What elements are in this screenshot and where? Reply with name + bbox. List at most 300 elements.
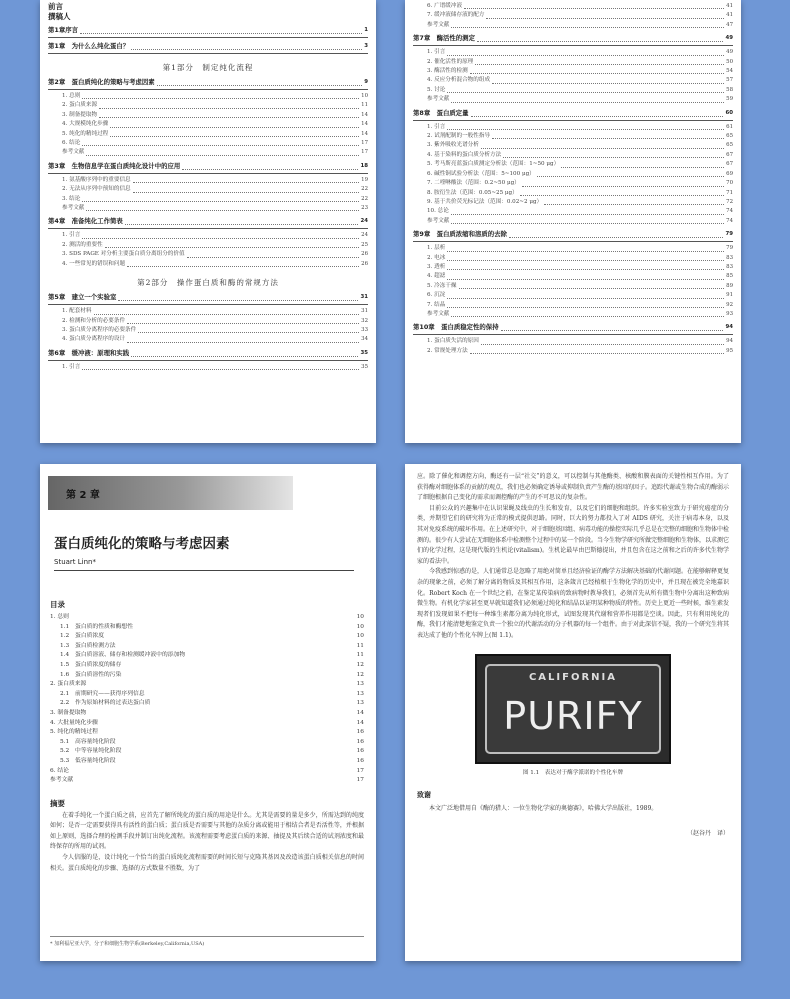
toc-entry-title: 3. 紫外吸收光谱分析 bbox=[427, 142, 479, 149]
leader-dots bbox=[447, 260, 724, 261]
chapter-toc-page-number: 13 bbox=[356, 681, 364, 688]
toc-entry-title: 1. 层析 bbox=[427, 245, 446, 252]
toc-page-number: 35 bbox=[361, 363, 368, 370]
toc-section-entry bbox=[413, 67, 733, 76]
toc-section-entry bbox=[48, 195, 368, 204]
toc-section-entry bbox=[413, 254, 733, 263]
chapter-toc-page-number: 17 bbox=[356, 777, 364, 784]
toc-chapter-entry bbox=[48, 41, 368, 52]
leader-dots bbox=[492, 138, 724, 139]
leader-dots bbox=[82, 98, 359, 99]
leader-dots bbox=[481, 148, 724, 149]
toc-section-entry bbox=[48, 185, 368, 194]
toc-entry-title: 第1章序言 bbox=[48, 26, 79, 34]
toc-section-entry bbox=[413, 310, 733, 319]
toc-page-number: 67 bbox=[726, 161, 733, 168]
chapter-toc-entry-title: 5. 纯化的精纯过程 bbox=[50, 729, 98, 736]
leader-dots bbox=[447, 279, 724, 280]
chapter-rule bbox=[48, 304, 368, 305]
text-page bbox=[405, 464, 741, 961]
toc-page-number: 10 bbox=[361, 93, 368, 99]
toc-page-number: 41 bbox=[726, 3, 733, 9]
toc-entry-title: 1. 总则 bbox=[62, 93, 81, 99]
toc-entry-title: 参考文献 bbox=[427, 21, 450, 28]
chapter-toc-entry bbox=[40, 719, 376, 729]
chapter-rule bbox=[48, 173, 368, 174]
chapter-toc-entry bbox=[40, 623, 376, 633]
leader-dots bbox=[182, 169, 358, 170]
chapter-toc-page-number: 14 bbox=[356, 719, 364, 726]
toc-section-entry bbox=[413, 198, 733, 207]
toc-page-number: 79 bbox=[726, 245, 733, 252]
leader-dots bbox=[447, 251, 724, 252]
toc-page-number: 94 bbox=[725, 324, 733, 331]
toc-page-number: 14 bbox=[361, 130, 368, 137]
chapter-toc-page-number: 13 bbox=[356, 700, 364, 707]
toc-section-entry bbox=[413, 2, 733, 11]
toc-page-number: 60 bbox=[725, 109, 733, 116]
abstract-paragraph: 在着手纯化一个蛋白质之前，应首先了解所纯化的蛋白质的用途是什么。尤其是需要的量是多少，所需达到的纯度如何；是否一定需要获得具有活性的蛋白质；蛋白质是否需要与其他的杂质分离或能用于相结合者是否活性等，并根据如上原则，选择合理的检测手段并制订出纯化流程。该流程需要考虑蛋白质的来源、抽提及其后续合适的试剂浓度和最终保存的所用的试剂。 bbox=[50, 811, 364, 851]
toc-section-entry bbox=[413, 95, 733, 104]
leader-dots bbox=[509, 237, 724, 238]
toc-section-entry bbox=[48, 326, 368, 335]
toc-page-number: 34 bbox=[361, 336, 368, 343]
toc-page-1 bbox=[40, 0, 376, 443]
chapter-toc-entry bbox=[40, 680, 376, 690]
leader-dots bbox=[157, 85, 363, 86]
toc-entry-title: 5. 讨论 bbox=[427, 86, 446, 93]
leader-dots bbox=[447, 298, 724, 299]
toc-section-entry bbox=[413, 301, 733, 310]
toc-page-number: 9 bbox=[364, 79, 368, 85]
leader-dots bbox=[451, 102, 724, 103]
toc-entry-title: 第8章 蛋白质定量 bbox=[413, 108, 469, 117]
toc-entry-title: 4. 一些常见的错误和问题 bbox=[62, 260, 126, 267]
chapter-toc-page-number: 16 bbox=[356, 757, 364, 764]
plate-main-text: PURIFY bbox=[503, 693, 643, 738]
leader-dots bbox=[459, 288, 725, 289]
toc-page-number: 65 bbox=[726, 133, 733, 140]
toc-page-number: 74 bbox=[726, 208, 733, 215]
chapter-toc-entry bbox=[40, 690, 376, 700]
toc-section-entry bbox=[413, 48, 733, 57]
body-paragraph: 应。除了催化和调控方向，酶还有一层“社交”的意义，可以控制与其他酶类、核酸和膜表面的关键性相互作用。为了获得酶对细胞体系的贡献的观点，我们也必须确定诱导或抑制负责产生酶的基因的因子。追踪代谢或生物合成的酶弱示了细胞根据自己变化的需求而调控酶的产生的不可思议的复杂性。 bbox=[417, 473, 730, 502]
toc-section-entry bbox=[48, 335, 368, 344]
toc-chapter-entry bbox=[48, 216, 368, 227]
leader-dots bbox=[477, 41, 724, 42]
chapter-title: 蛋白质纯化的策略与考虑因素 bbox=[54, 536, 230, 552]
toc-page-number: 14 bbox=[361, 121, 368, 128]
toc-section-entry bbox=[413, 160, 733, 169]
toc-page-number: 50 bbox=[726, 58, 733, 65]
leader-dots bbox=[138, 332, 359, 333]
chapter-toc-entry bbox=[40, 757, 376, 767]
leader-dots bbox=[475, 64, 724, 65]
chapter-toc-entry bbox=[40, 613, 376, 623]
toc-section-entry bbox=[413, 58, 733, 67]
toc-entry-title: 第4章 准备纯化工作简表 bbox=[48, 217, 123, 226]
toc-section-entry bbox=[413, 207, 733, 216]
toc-section-entry bbox=[48, 231, 368, 240]
toc-page-number: 22 bbox=[361, 195, 368, 202]
toc-entry-title: 7. 缓冲液储存液的配方 bbox=[427, 12, 485, 19]
toc-page-number: 22 bbox=[361, 186, 368, 193]
toc-entry-title: 7. 结晶 bbox=[427, 301, 446, 308]
leader-dots bbox=[99, 108, 359, 109]
chapter-toc-entry-title: 1.6 蛋白质溶性的污染 bbox=[60, 671, 122, 678]
toc-entry-title: 1. 氨基酸序列中的重要信息 bbox=[62, 176, 131, 183]
toc-page-number: 93 bbox=[726, 310, 733, 317]
leader-dots bbox=[486, 18, 724, 19]
toc-top-item: 撰稿人 bbox=[48, 12, 71, 21]
chapter-toc-entry-title: 5.3 低容量纯化阶段 bbox=[60, 757, 116, 764]
toc-section-entry bbox=[48, 130, 368, 139]
chapter-toc-page-number: 10 bbox=[356, 614, 364, 620]
leader-dots bbox=[481, 344, 724, 345]
toc-page-number: 91 bbox=[726, 292, 733, 299]
chapter-toc-entry-title: 3. 制备提取物 bbox=[50, 709, 87, 716]
toc-page-number: 61 bbox=[726, 123, 733, 130]
leader-dots bbox=[447, 269, 724, 270]
leader-dots bbox=[82, 369, 359, 370]
toc-section-entry bbox=[48, 317, 368, 326]
toc-top-item: 前言 bbox=[48, 2, 63, 11]
footnote: * 加利福尼亚大学，分子和细胞生物学系(Berkeley,California,USA) bbox=[50, 936, 364, 947]
toc-entry-title: 2. 蛋白质来源 bbox=[62, 102, 98, 109]
leader-dots bbox=[86, 155, 359, 156]
leader-dots bbox=[520, 195, 724, 196]
toc-entry-title: 3. 蛋白质分离程序的必要条件 bbox=[62, 326, 137, 333]
toc-section-entry bbox=[413, 217, 733, 226]
toc-section-entry bbox=[413, 11, 733, 20]
leader-dots bbox=[82, 238, 359, 239]
toc-entry-title: 4. 大规模纯化步骤 bbox=[62, 121, 109, 128]
toc-entry-title: 3. 结论 bbox=[62, 195, 81, 202]
toc-page-number: 79 bbox=[725, 231, 733, 238]
toc-section-entry bbox=[48, 241, 368, 250]
leader-dots bbox=[522, 186, 724, 187]
toc-entry-title: 3. SDS PAGE 对分析主要蛋白质分离组分的价值 bbox=[62, 251, 185, 258]
leader-dots bbox=[451, 214, 724, 215]
toc-entry-title: 1. 蛋白质失活的原因 bbox=[427, 338, 479, 345]
toc-page-number: 33 bbox=[361, 326, 368, 333]
toc-page-number: 83 bbox=[726, 254, 733, 261]
toc-page-number: 95 bbox=[726, 347, 733, 354]
toc-page-number: 69 bbox=[726, 170, 733, 177]
acknowledgement-text: 本文广泛地借用自《酶的猎人：一位生物化学家的奥德赛》，哈佛大学出版社，1989。 bbox=[429, 804, 658, 812]
toc-section-entry bbox=[48, 204, 368, 213]
toc-section-entry bbox=[413, 347, 733, 356]
toc-entry-title: 1. 引言 bbox=[62, 232, 81, 239]
toc-page-number: 72 bbox=[726, 198, 733, 205]
chapter-rule bbox=[413, 120, 733, 121]
toc-entry-title: 第10章 蛋白质稳定性的保持 bbox=[413, 323, 499, 332]
leader-dots bbox=[447, 92, 724, 93]
toc-page-number: 32 bbox=[361, 317, 368, 324]
chapter-opening-page bbox=[40, 464, 376, 961]
toc-page-number: 35 bbox=[360, 349, 368, 356]
leader-dots bbox=[503, 157, 724, 158]
toc-entry-title: 2. 电冰 bbox=[427, 254, 446, 261]
chapter-toc-page-number: 10 bbox=[356, 623, 364, 630]
toc-page-number: 11 bbox=[361, 102, 368, 109]
abstract-paragraph: 令人信服的是，设计纯化一个恰当的蛋白质纯化流程需要的时间长短与克隆其基因及改造该蛋白质相关信息的时间相关。蛋白质纯化的步骤、选择的方式数量不胜数，为了 bbox=[50, 854, 364, 872]
chapter-toc-page-number: 16 bbox=[356, 748, 364, 755]
chapter-toc bbox=[40, 613, 376, 786]
toc-section-entry bbox=[48, 260, 368, 269]
abstract-title: 摘要 bbox=[50, 798, 65, 808]
toc-entry-title: 5. 考马斯亮蓝蛋白质测定分析法（范围：1~50 μg） bbox=[427, 161, 560, 168]
part-heading: 第2部分 操作蛋白质和酶的常规方法 bbox=[137, 278, 279, 288]
leader-dots bbox=[127, 342, 359, 343]
toc-entry-title: 2. 试剂配制的一般性指导 bbox=[427, 133, 491, 140]
toc-entry-title: 4. 基于染料的蛋白质分析方法 bbox=[427, 151, 502, 158]
toc-section-entry bbox=[48, 250, 368, 259]
chapter-toc-entry-title: 5.1 高容量纯化阶段 bbox=[60, 738, 116, 745]
chapter-rule bbox=[413, 45, 733, 46]
chapter-author: Stuart Linn* bbox=[54, 558, 354, 571]
chapter-toc-entry bbox=[40, 776, 376, 786]
chapter-toc-entry-title: 1.4 蛋白质溶液、储存和检测缓冲液中的添加物 bbox=[60, 652, 186, 659]
toc-entry-title: 2. 检测和分析的必要条件 bbox=[62, 317, 126, 324]
toc-entry-title: 2. 常规处理方法 bbox=[427, 347, 468, 354]
toc-page-number: 18 bbox=[360, 162, 368, 169]
chapter-toc-entry bbox=[40, 632, 376, 642]
toc-entry-title: 2. 测活的重要性 bbox=[62, 241, 103, 248]
toc-page-number: 26 bbox=[361, 251, 368, 258]
toc-entry-title: 参考文献 bbox=[427, 310, 450, 317]
chapter-toc-entry bbox=[40, 738, 376, 748]
chapter-toc-entry bbox=[40, 661, 376, 671]
toc-section-entry bbox=[413, 189, 733, 198]
toc-entry-title: 6. 结论 bbox=[62, 140, 81, 147]
toc-entry-title: 第5章 建立一个实验室 bbox=[48, 293, 117, 302]
toc-entry-title: 第6章 缓冲液：原理和实践 bbox=[48, 348, 130, 357]
toc-page-number: 70 bbox=[726, 180, 733, 187]
chapter-toc-entry bbox=[40, 642, 376, 652]
leader-dots bbox=[118, 300, 358, 301]
toc-section-entry bbox=[413, 132, 733, 141]
toc-chapter-entry bbox=[413, 108, 733, 119]
toc-page-number: 3 bbox=[364, 43, 368, 49]
toc-page-number: 89 bbox=[726, 282, 733, 289]
leader-dots bbox=[187, 257, 360, 258]
chapter-toc-entry-title: 1.1 蛋白质的性质和酶想性 bbox=[60, 623, 133, 630]
chapter-toc-page-number: 12 bbox=[356, 671, 364, 678]
leader-dots bbox=[80, 33, 362, 34]
chapter-toc-entry-title: 4. 大批量纯化步骤 bbox=[50, 719, 98, 726]
leader-dots bbox=[133, 182, 359, 183]
toc-entry-title: 参考文献 bbox=[427, 217, 450, 224]
leader-dots bbox=[131, 49, 362, 50]
toc-page-number: 57 bbox=[726, 77, 733, 84]
chapter-toc-page-number: 16 bbox=[356, 738, 364, 745]
toc-section-entry bbox=[48, 111, 368, 120]
chapter-toc-entry bbox=[40, 728, 376, 738]
toc-section-entry bbox=[413, 272, 733, 281]
toc-rows bbox=[413, 2, 733, 356]
leader-dots bbox=[125, 224, 359, 225]
leader-dots bbox=[471, 116, 724, 117]
toc-entry-title: 7. 二喹啉酸法（范围：0.2~50 μg） bbox=[427, 180, 520, 187]
toc-entry-title: 参考文献 bbox=[62, 205, 85, 212]
license-plate-photo bbox=[475, 654, 671, 764]
toc-entry-title: 第9章 蛋白质浓缩和溶质的去除 bbox=[413, 230, 507, 239]
body-paragraph: 目前公众的兴趣集中在认识果蝇及线虫的生长和发育，以及它们的细胞和组织。许多实验室致力于研究癌症的分类，并期望它们的研究将为正常的模式提供思路。同时，巨大的努力都投入了对 AIDS 研究，关注于病毒本身，以及其对免疫系统的破坏作用。在上述研究中，对于细胞基因组、病毒功能的操控实际几乎总是在完整的细胞和生物体中检测的。很少有人尝试在无细胞体系中检测整个过程中的某一个阶段。当今生物学研究所做完整细胞和生物体，以求测它们的化学过程，这是现代版的生机论(vitalism)。生机论最早由巴斯德提出，并且包含在这之前和之后的许多代生物学家的看法中。 bbox=[417, 504, 730, 565]
chapter-toc-page-number: 12 bbox=[356, 661, 364, 668]
toc-entry-title: 8. 胺衍生法（范围：0.05~25 μg） bbox=[427, 189, 518, 196]
chapter-toc-page-number: 16 bbox=[356, 729, 364, 736]
toc-page-number: 31 bbox=[361, 308, 368, 315]
chapter-toc-entry-title: 2.1 前期研究——获得序列信息 bbox=[60, 690, 145, 697]
toc-page-number: 17 bbox=[361, 149, 368, 156]
toc-entry-title: 第3章 生物信息学在蛋白质纯化设计中的应用 bbox=[48, 161, 181, 170]
toc-entry-title: 参考文献 bbox=[62, 149, 85, 156]
toc-entry-title: 4. 反应分析混合物的组成 bbox=[427, 77, 491, 84]
toc-entry-title: 5. 冷冻干燥 bbox=[427, 282, 457, 289]
chapter-toc-page-number: 17 bbox=[356, 767, 364, 774]
chapter-toc-entry-title: 参考文献 bbox=[50, 777, 74, 784]
chapter-toc-entry bbox=[40, 709, 376, 719]
chapter-toc-entry-title: 1.2 蛋白质浓度 bbox=[60, 633, 105, 640]
toc-page-number: 14 bbox=[361, 111, 368, 118]
toc-entry-title: 5. 纯化的精纯过程 bbox=[62, 130, 109, 137]
toc-entry-title: 第2章 蛋白质纯化的策略与考虑因素 bbox=[48, 78, 155, 86]
toc-entry-title: 2. 催化活性的原理 bbox=[427, 58, 474, 65]
toc-section-entry bbox=[413, 151, 733, 160]
toc-section-entry bbox=[48, 176, 368, 185]
leader-dots bbox=[82, 201, 359, 202]
leader-dots bbox=[127, 266, 359, 267]
leader-dots bbox=[133, 192, 359, 193]
leader-dots bbox=[110, 127, 359, 128]
toc-chapter-entry bbox=[413, 322, 733, 333]
toc-section-entry bbox=[413, 179, 733, 188]
toc-entry-title: 第1章 为什么么纯化蛋白？ bbox=[48, 42, 130, 50]
leader-dots bbox=[451, 27, 724, 28]
part-heading: 第1部分 制定纯化流程 bbox=[162, 63, 254, 72]
leader-dots bbox=[86, 210, 359, 211]
toc-section-entry bbox=[413, 291, 733, 300]
toc-section-entry bbox=[48, 139, 368, 148]
toc-entry-title: 2. 无法从序列中预知的信息 bbox=[62, 186, 131, 193]
chapter-rule bbox=[48, 89, 368, 90]
chapter-toc-page-number: 11 bbox=[356, 642, 364, 649]
toc-chapter-entry bbox=[48, 77, 368, 88]
figure-caption: 图 1.1 表达对于酶学派诺的个性化车牌 bbox=[522, 769, 624, 776]
chapter-rule bbox=[48, 53, 368, 54]
leader-dots bbox=[470, 73, 724, 74]
toc-page-number: 17 bbox=[361, 140, 368, 147]
toc-page-number: 74 bbox=[726, 217, 733, 224]
toc-entry-title: 3. 透析 bbox=[427, 263, 446, 270]
toc-page-number: 31 bbox=[360, 294, 368, 301]
chapter-toc-entry bbox=[40, 671, 376, 681]
chapter-toc-entry-title: 5.2 中等容量纯化阶段 bbox=[60, 748, 122, 755]
plate-state-text: CALIFORNIA bbox=[528, 671, 618, 683]
toc-page-number: 92 bbox=[726, 301, 733, 308]
toc-chapter-entry bbox=[48, 292, 368, 303]
chapter-rule bbox=[413, 241, 733, 242]
leader-dots bbox=[105, 247, 359, 248]
chapter-toc-entry-title: 1.3 蛋白质检测方法 bbox=[60, 642, 116, 649]
leader-dots bbox=[492, 83, 724, 84]
license-plate bbox=[485, 664, 661, 754]
toc-section-entry bbox=[413, 263, 733, 272]
toc-entry-title: 1. 配套材料 bbox=[62, 308, 92, 315]
toc-chapter-entry bbox=[48, 161, 368, 172]
chapter-toc-entry bbox=[40, 651, 376, 661]
translator-note: （赵谷丹 译） bbox=[686, 830, 729, 838]
toc-page-number: 47 bbox=[726, 21, 733, 28]
toc-entry-title: 第7章 酶活性的测定 bbox=[413, 34, 475, 43]
toc-page-number: 65 bbox=[726, 142, 733, 149]
leader-dots bbox=[561, 167, 724, 168]
toc-page-number: 67 bbox=[726, 151, 733, 158]
toc-section-entry bbox=[48, 148, 368, 157]
toc-entry-title: 1. 引言 bbox=[427, 49, 446, 56]
leader-dots bbox=[110, 136, 359, 137]
toc-entry-title: 10. 总论 bbox=[427, 208, 449, 215]
toc-page-2 bbox=[405, 0, 741, 443]
toc-section-entry bbox=[413, 76, 733, 85]
toc-section-entry bbox=[413, 141, 733, 150]
toc-section-entry bbox=[413, 244, 733, 253]
leader-dots bbox=[131, 356, 358, 357]
leader-dots bbox=[127, 323, 359, 324]
chapter-rule bbox=[48, 228, 368, 229]
toc-page-number: 54 bbox=[726, 68, 733, 75]
toc-page-number: 58 bbox=[726, 86, 733, 93]
toc-chapter-entry bbox=[413, 33, 733, 44]
leader-dots bbox=[451, 316, 724, 317]
chapter-toc-entry bbox=[40, 699, 376, 709]
toc-entry-title: 6. 碱性铜试验分析法（范围：5~100 μg） bbox=[427, 170, 535, 177]
toc-page-number: 24 bbox=[360, 218, 368, 225]
toc-entry-title: 6. 沉淀 bbox=[427, 292, 446, 299]
toc-entry-title: 3. 制备提取物 bbox=[62, 111, 98, 118]
chapter-toc-entry bbox=[40, 767, 376, 777]
chapter-toc-page-number: 10 bbox=[356, 633, 364, 640]
leader-dots bbox=[99, 117, 359, 118]
chapter-toc-entry bbox=[40, 747, 376, 757]
leader-dots bbox=[447, 307, 724, 308]
toc-page-number: 26 bbox=[361, 260, 368, 267]
toc-section-entry bbox=[48, 120, 368, 129]
chapter-toc-page-number: 13 bbox=[356, 690, 364, 697]
toc-section-entry bbox=[413, 21, 733, 30]
toc-chapter-entry bbox=[48, 348, 368, 359]
leader-dots bbox=[82, 145, 359, 146]
toc-section-entry bbox=[48, 363, 368, 372]
toc-page-number: 49 bbox=[725, 35, 733, 42]
toc-entry-title: 1. 引言 bbox=[62, 363, 81, 370]
toc-page-number: 94 bbox=[726, 338, 733, 345]
chapter-rule bbox=[413, 334, 733, 335]
chapter-toc-title: 目录 bbox=[50, 600, 65, 609]
leader-dots bbox=[451, 223, 724, 224]
toc-page-number: 41 bbox=[726, 12, 733, 19]
toc-rows bbox=[48, 25, 368, 372]
toc-page-number: 24 bbox=[361, 232, 368, 239]
toc-entry-title: 9. 基于共价荧光标记法（范围：0.02~2 μg） bbox=[427, 198, 543, 205]
toc-section-entry bbox=[413, 282, 733, 291]
chapter-rule bbox=[48, 37, 368, 38]
toc-page-number: 71 bbox=[726, 189, 733, 196]
leader-dots bbox=[464, 8, 724, 9]
toc-entry-title: 4. 超滤 bbox=[427, 273, 446, 280]
chapter-toc-page-number: 11 bbox=[356, 652, 364, 659]
